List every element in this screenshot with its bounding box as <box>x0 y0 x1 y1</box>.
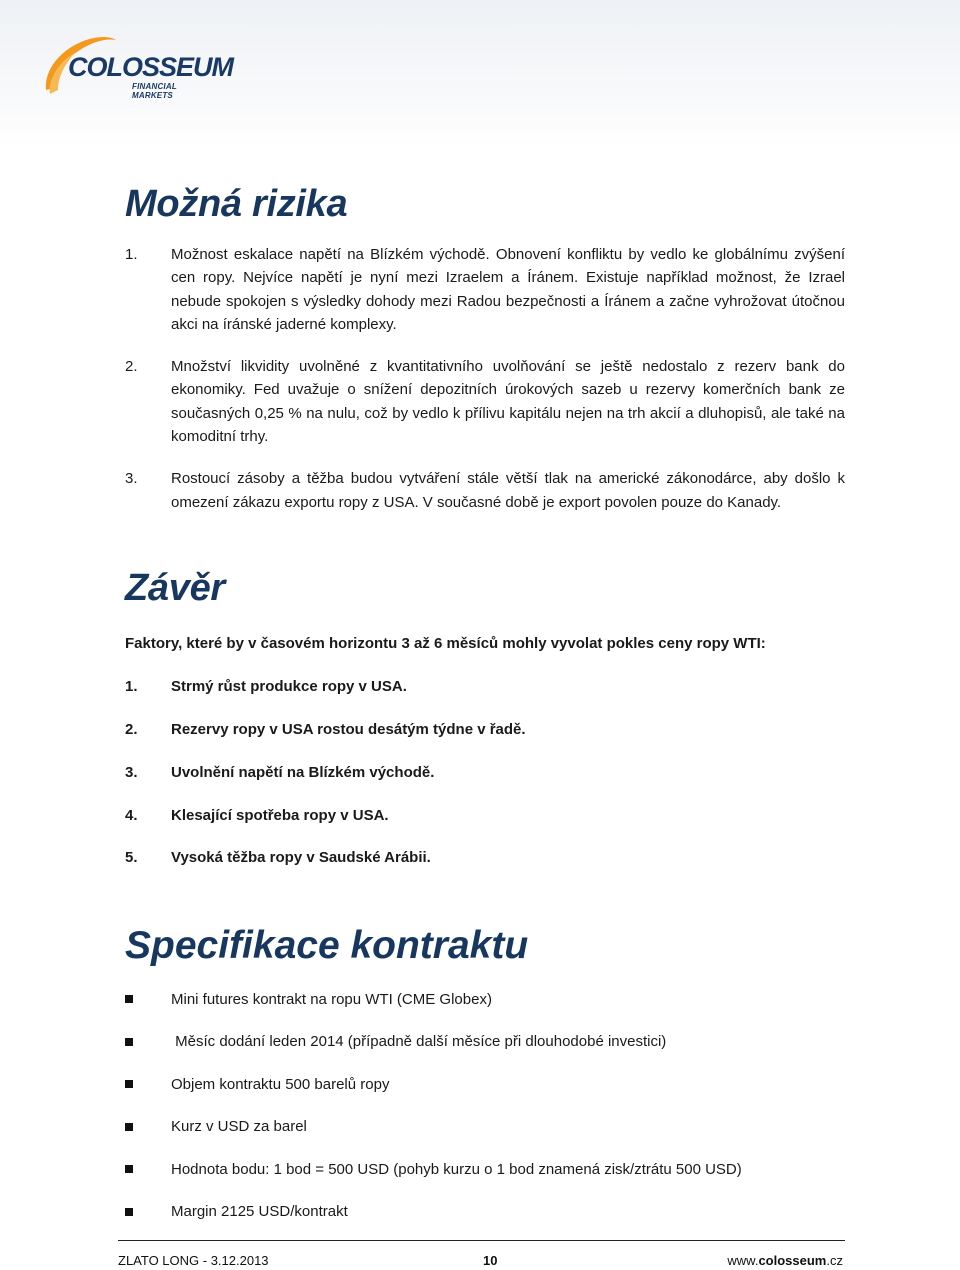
page-content <box>125 178 845 1223</box>
conclusion-heading: Závěr <box>125 566 225 609</box>
conclusion-item: 5. Vysoká těžba ropy v Saudské Arábii. <box>125 849 431 867</box>
square-bullet-icon <box>125 1038 133 1046</box>
spec-item: Objem kontraktu 500 barelů ropy <box>125 1073 845 1096</box>
square-bullet-icon <box>125 1208 133 1216</box>
risk-item: 2. Množství likvidity uvolněné z kvantitativního uvolňování se ještě nedostalo z rezerv bank do ekonomiky. Fed uvažuje o snížení depozitních úrokových sazeb u rezervy komerčních bank ze současných 0,25 % na nulu, což by vedlo k přílivu kapitálu nejen na trh akcií a dluhopisů, ale také na komoditní trhy. <box>125 358 845 446</box>
risks-heading: Možná rizika <box>125 183 348 225</box>
spec-item: Hodnota bodu: 1 bod = 500 USD (pohyb kurzu o 1 bod znamená zisk/ztrátu 500 USD) <box>125 1158 845 1181</box>
footer-website-link[interactable]: www.colosseum.cz <box>727 1253 843 1268</box>
spec-item: Mini futures kontrakt na ropu WTI (CME Globex) <box>125 988 845 1011</box>
conclusion-intro: Faktory, které by v časovém horizontu 3 až 6 měsíců mohly vyvolat pokles ceny ropy WTI: <box>125 634 766 652</box>
spec-heading: Specifikace kontraktu <box>125 923 529 967</box>
conclusion-item: 1. Strmý růst produkce ropy v USA. <box>125 678 407 696</box>
footer-title: ZLATO LONG - 3.12.2013 <box>118 1253 269 1268</box>
conclusion-item: 4. Klesající spotřeba ropy v USA. <box>125 806 389 824</box>
square-bullet-icon <box>125 1080 133 1088</box>
square-bullet-icon <box>125 995 133 1003</box>
risk-item: 1. Možnost eskalace napětí na Blízkém východě. Obnovení konfliktu by vedlo ke globálnímu zvýšení cen ropy. Nejvíce napětí je nyní mezi Izraelem a Íránem. Existuje například možnost, že Izrael nebude spokojen s výsledky dohody mezi Radou bezpečnosti a Íránem a začne vyhrožovat útočnou akci na íránské jaderné komplexy. <box>125 246 845 333</box>
risk-item: 3. Rostoucí zásoby a těžba budou vytváření stále větší tlak na americké zákonodárce, aby došlo k omezení zákazu exportu ropy z USA. V současné době je export povolen pouze do Kanady. <box>125 470 845 511</box>
colosseum-logo[interactable] <box>40 32 234 102</box>
square-bullet-icon <box>125 1123 133 1131</box>
page-footer <box>118 1240 845 1268</box>
conclusion-item: 2. Rezervy ropy v USA rostou desátým týdne v řadě. <box>125 721 526 739</box>
logo-wordmark: COLOSSEUM <box>68 52 234 82</box>
spec-item: Margin 2125 USD/kontrakt <box>125 1200 845 1223</box>
logo-subtitle: FINANCIAL MARKETS <box>132 82 177 100</box>
spec-item: Kurz v USD za barel <box>125 1115 845 1138</box>
spec-item: Měsíc dodání leden 2014 (případně další měsíce při dlouhodobé investici) <box>125 1030 845 1053</box>
square-bullet-icon <box>125 1165 133 1173</box>
page-number: 10 <box>483 1253 498 1268</box>
conclusion-item: 3. Uvolnění napětí na Blízkém východě. <box>125 763 435 781</box>
